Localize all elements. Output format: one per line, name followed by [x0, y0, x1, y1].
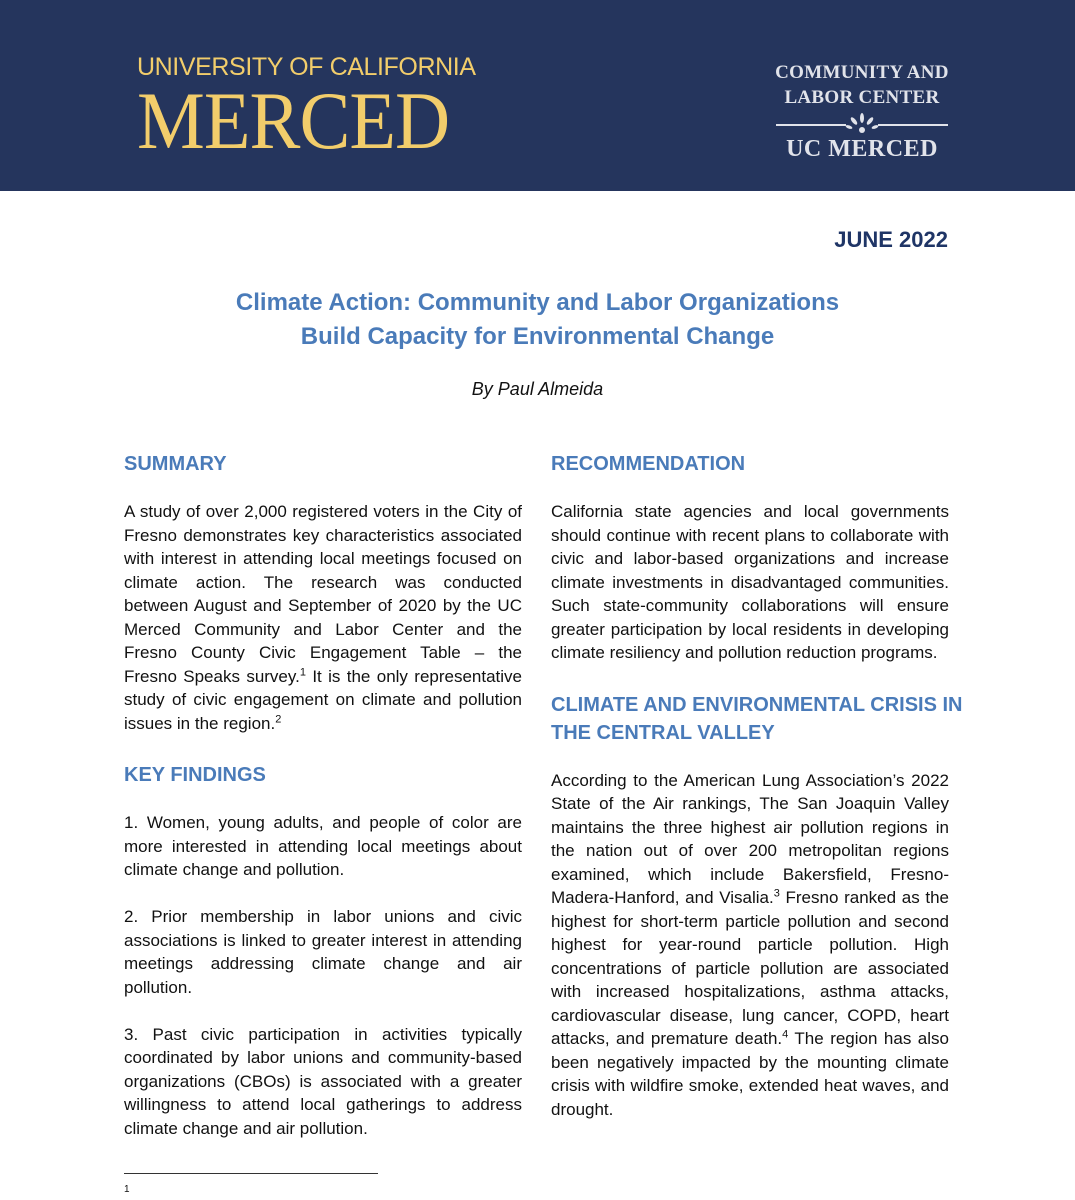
finding-item: 3. Past civic participation in activities typically coordinated by labor unions and community-based organizations (CBOs) is associated with a greater willingness to attend local gatherings to address climate change and air pollution.: [124, 1024, 522, 1138]
footnote-ref-1[interactable]: 1: [299, 665, 306, 678]
key-findings-heading: KEY FINDINGS: [124, 764, 266, 786]
header-banner: [0, 0, 1075, 191]
sunburst-icon: [844, 112, 880, 136]
footnote-ref-2[interactable]: 2: [275, 712, 282, 725]
byline: By Paul Almeida: [471, 379, 604, 399]
campus-name: MERCED: [137, 75, 450, 166]
publication-date: JUNE 2022: [834, 227, 948, 252]
title-line1: Climate Action: Community and Labor Organizations: [235, 289, 840, 316]
center-name-line1: COMMUNITY AND: [775, 62, 949, 83]
document-title: [0, 286, 1075, 354]
recommendation-paragraph: California state agencies and local governments should continue with recent plans to collaborate with civic and labor-based organizations and increase climate investments in disadvantaged communities. Such state-community collaborations will ensure greater participation by local residents in developing climate resiliency and pollution reduction programs.: [551, 502, 949, 662]
crisis-paragraph: According to the American Lung Association’s 2022 State of the Air rankings, The San Joaquin Valley maintains the three highest air pollution regions in the nation out of over 200 metropolitan regions examined, which include Bakersfield, Fresno-Madera-Hanford, and Visalia.$^3$ Fresno ranked as the highest for short-term particle pollution and second highest for year-round particle pollution. High concentrations of particle pollution are associated with increased hospitalizations, asthma attacks, cardiovascular disease, lung cancer, COPD, heart attacks, and premature death.$^4$ The region has also been negatively impacted by the mounting climate crisis with wildfire smoke, extended heat waves, and drought.: [551, 770, 950, 1119]
center-campus: UC MERCED: [786, 136, 938, 162]
finding-item: 1. Women, young adults, and people of color are more interested in attending local meetings about climate change and pollution.: [124, 813, 522, 879]
crisis-heading-line1: CLIMATE AND ENVIRONMENTAL CRISIS IN: [551, 693, 963, 716]
crisis-heading: [551, 691, 963, 747]
footnote-ref-3[interactable]: 3: [773, 887, 780, 900]
community-labor-center-logo: [742, 60, 982, 162]
logo-divider: [742, 112, 982, 136]
footnote-divider: [124, 1173, 378, 1174]
center-name-line2: LABOR CENTER: [784, 87, 940, 108]
footnote-ref-4[interactable]: 4: [782, 1028, 789, 1041]
uc-merced-logo: [137, 52, 476, 166]
title-line2: Build Capacity for Environmental Change: [300, 323, 775, 350]
finding-item: 2. Prior membership in labor unions and civic associations is linked to greater interest in attending meetings addressing climate change and air pollution.: [124, 907, 522, 997]
crisis-heading-line2: THE CENTRAL VALLEY: [551, 721, 775, 744]
summary-paragraph: A study of over 2,000 registered voters in the City of Fresno demonstrates key characteristics associated with interest in attending local meetings focused on climate action. The research was conducted between August and September of 2020 by the UC Merced Community and Labor Center and the Fresno County Civic Engagement Table – the Fresno Speaks survey.$^1$ It is the only representative study of civic engagement on climate and pollution issues in the region.$^2$: [124, 502, 523, 733]
left-column: [124, 450, 522, 1140]
right-column: [551, 450, 963, 1121]
footnote-number: 1: [124, 1184, 130, 1195]
university-name: UNIVERSITY OF CALIFORNIA: [137, 53, 476, 81]
recommendation-heading: RECOMMENDATION: [551, 453, 746, 475]
summary-heading: SUMMARY: [124, 453, 227, 475]
